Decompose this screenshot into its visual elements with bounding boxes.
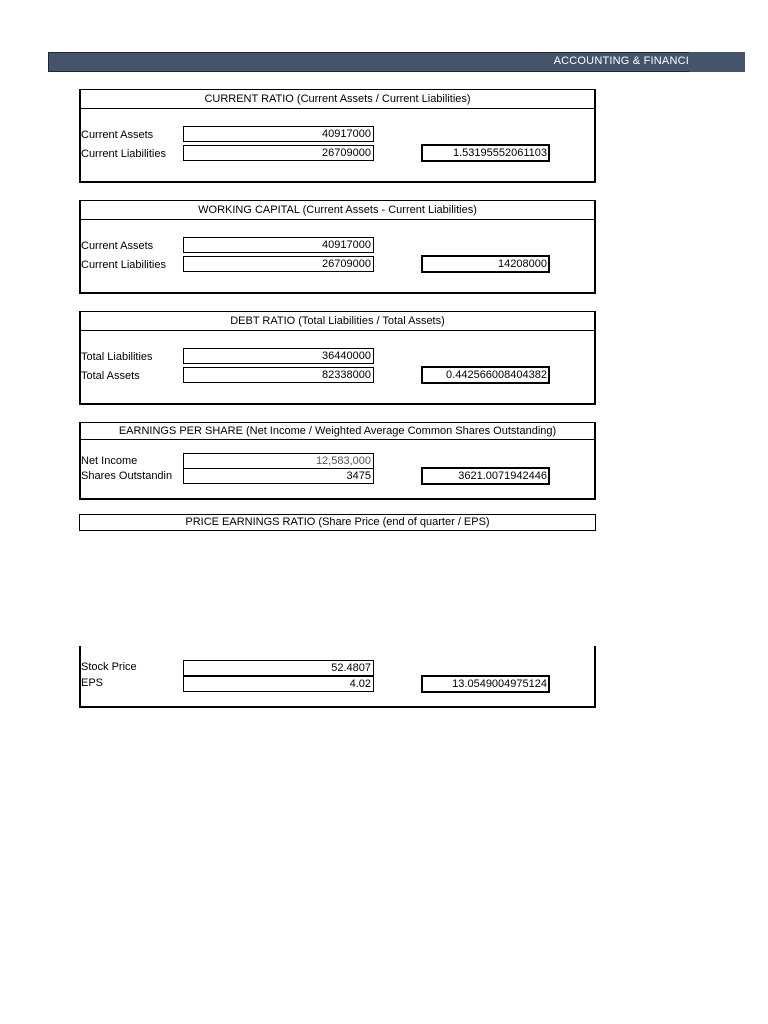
current-liabilities-cell[interactable]: 26709000: [183, 145, 374, 161]
eps-result[interactable]: 3621.0071942446: [421, 467, 550, 485]
eps-label: EPS: [81, 677, 104, 689]
eps-title: EARNINGS PER SHARE (Net Income / Weighted Average Common Shares Outstanding): [81, 423, 594, 440]
working-capital-title: WORKING CAPITAL (Current Assets - Current Liabilities): [81, 201, 594, 220]
header-title: ACCOUNTING & FINANCI: [553, 55, 689, 67]
pe-ratio-result[interactable]: 13.0549004975124: [421, 675, 550, 693]
wc-current-liabilities-cell[interactable]: 26709000: [183, 256, 374, 272]
stock-price-label: Stock Price: [81, 661, 137, 673]
shares-outstanding-cell[interactable]: 3475: [183, 468, 374, 484]
debt-ratio-box: [79, 311, 596, 405]
total-assets-cell[interactable]: 82338000: [183, 367, 374, 383]
stock-price-cell[interactable]: 52.4807: [183, 660, 374, 676]
current-assets-cell[interactable]: 40917000: [183, 126, 374, 142]
debt-ratio-title: DEBT RATIO (Total Liabilities / Total Assets): [81, 312, 594, 331]
net-income-cell[interactable]: 12,583,000: [183, 453, 374, 469]
net-income-label: Net Income: [81, 455, 138, 467]
total-liabilities-label: Total Liabilities: [81, 351, 153, 363]
eps-box: [79, 422, 596, 500]
eps-cell[interactable]: 4.02: [183, 676, 374, 692]
wc-current-assets-label: Current Assets: [81, 240, 154, 252]
pe-ratio-title: PRICE EARNINGS RATIO (Share Price (end of quarter / EPS): [79, 514, 596, 531]
header-banner-tail: [689, 52, 745, 72]
total-assets-label: Total Assets: [81, 370, 140, 382]
pe-ratio-box: [79, 646, 596, 708]
wc-current-liabilities-label: Current Liabilities: [81, 259, 166, 271]
working-capital-result[interactable]: 14208000: [421, 255, 550, 273]
current-assets-label: Current Assets: [81, 129, 154, 141]
current-liabilities-label: Current Liabilities: [81, 148, 166, 160]
current-ratio-result[interactable]: 1.53195552061103: [421, 144, 550, 162]
working-capital-box: [79, 200, 596, 294]
wc-current-assets-cell[interactable]: 40917000: [183, 237, 374, 253]
total-liabilities-cell[interactable]: 36440000: [183, 348, 374, 364]
debt-ratio-result[interactable]: 0.442566008404382: [421, 366, 550, 384]
current-ratio-box: [79, 89, 596, 183]
shares-outstanding-label: Shares Outstandin: [81, 470, 173, 482]
current-ratio-title: CURRENT RATIO (Current Assets / Current Liabilities): [81, 90, 594, 109]
